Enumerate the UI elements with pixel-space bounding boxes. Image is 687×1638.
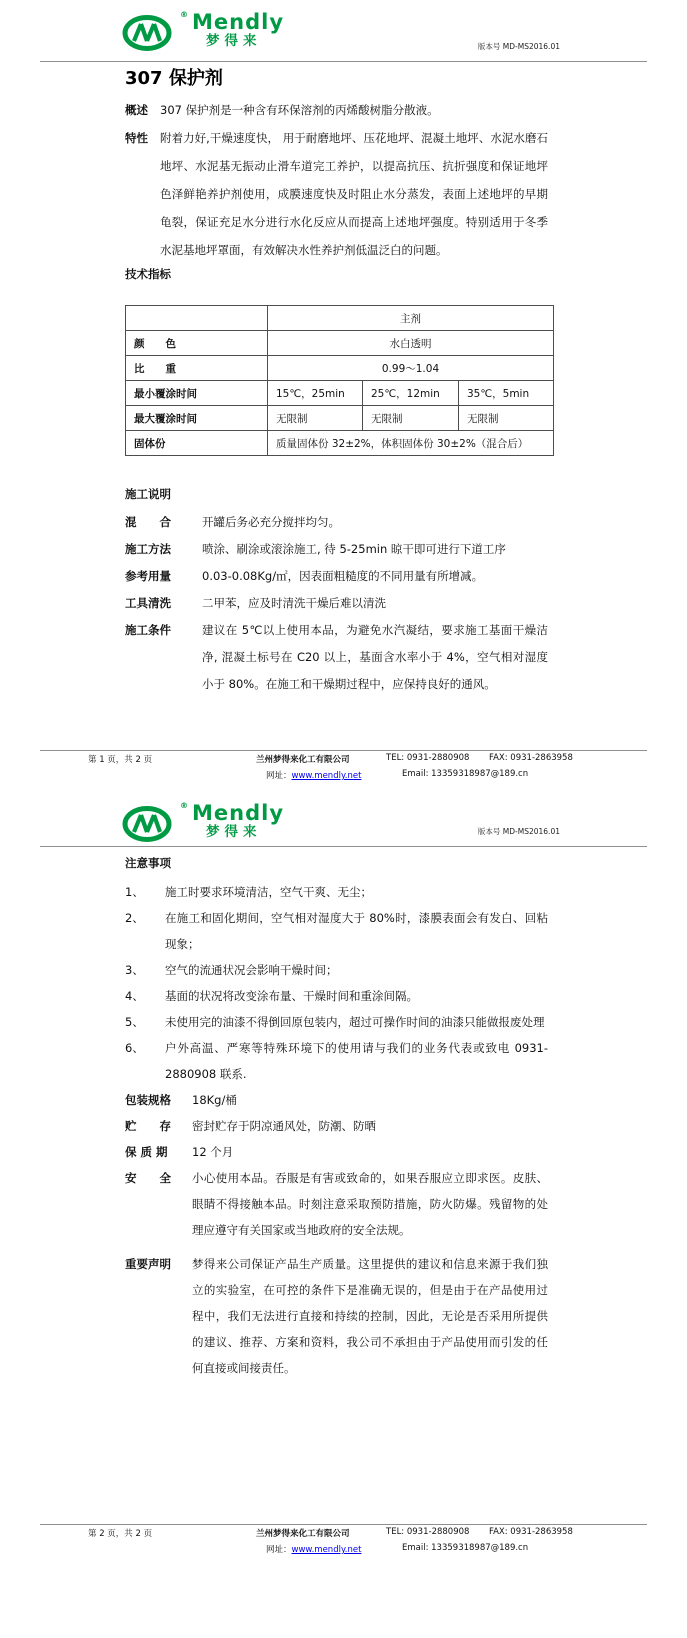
max-recoat-25c: 无限制 xyxy=(363,406,459,431)
max-recoat-15c: 无限制 xyxy=(268,406,363,431)
safety-text: 小心使用本品。吞服是有害或致命的，如果吞服应立即求医。皮肤、眼睛不得接触本品。时刻注意采取预防措施，防火防爆。残留物的处理应遵守有关国家或当地政府的安全法规。 xyxy=(192,1171,548,1237)
note-num-3: 3、 xyxy=(125,963,144,977)
note-item-1 xyxy=(125,879,548,905)
max-recoat-35c: 无限制 xyxy=(459,406,554,431)
spec-empty-cell xyxy=(126,306,268,331)
website-link-p2[interactable]: www.mendly.net xyxy=(291,1545,362,1555)
header-rule-p2 xyxy=(40,846,647,847)
safety-row xyxy=(125,1165,548,1243)
features-text: 附着力好,干燥速度快， 用于耐磨地坪、压花地坪、混凝土地坪、水泥水磨石地坪、水泥基无振动止滑车道完工养护，以提高抗压、抗折强度和保证地坪色泽鲜艳养护剂使用，成膜速度快及时阻止水分蒸发，表面上述地坪的早期龟裂，保证充足水分进行水化反应从而提高上述地坪强度。特别适用于冬季水泥基地坪罩面，有效解决水性养护剂低温泛白的问题。 xyxy=(160,131,548,257)
conditions-label: 施工条件 xyxy=(125,623,171,637)
company-name-text-p2: 兰州梦得来化工有限公司 xyxy=(256,1529,350,1539)
tel-p1: TEL: 0931-2880908 xyxy=(386,753,470,763)
cleaning-text: 二甲苯，应及时清洗干燥后难以清洗 xyxy=(202,596,386,610)
note-text-6: 户外高温、严寒等特殊环境下的使用请与我们的业务代表或致电 0931-2880908 联系. xyxy=(165,1041,548,1081)
note-num-2: 2、 xyxy=(125,911,144,925)
dosage-text: 0.03-0.08Kg/㎡，因表面粗糙度的不同用量有所增减。 xyxy=(202,569,484,583)
disclaimer-row xyxy=(125,1251,548,1381)
company-name-p2 xyxy=(256,1527,350,1539)
page-title: 307 保护剂 xyxy=(125,68,223,89)
spec-header-main: 主剂 xyxy=(268,306,554,331)
note-num-1: 1、 xyxy=(125,885,144,899)
table-row-solids xyxy=(126,431,554,456)
mendly-logo-icon-p2 xyxy=(122,803,176,847)
storage-row xyxy=(125,1113,548,1139)
features-label: 特性 xyxy=(125,131,148,145)
min-recoat-25c: 25℃，12min xyxy=(363,381,459,406)
overview-label: 概述 xyxy=(125,103,148,117)
website-label-p1: 网址： xyxy=(266,771,292,781)
header-rule-p1 xyxy=(40,61,647,62)
storage-text: 密封贮存于阴凉通风处，防潮、防晒 xyxy=(192,1119,376,1133)
brand-logo xyxy=(122,12,284,56)
fax-p1: FAX: 0931-2863958 xyxy=(489,753,573,763)
company-name-p1 xyxy=(256,753,350,765)
min-recoat-label: 最小覆涂时间 xyxy=(126,381,268,406)
storage-label: 贮 存 xyxy=(125,1119,171,1133)
notes-heading: 注意事项 xyxy=(125,856,171,870)
brand-logo-p2 xyxy=(122,803,284,847)
email-p1: Email: 13359318987@189.cn xyxy=(402,769,529,779)
solids-value: 质量固体份 32±2%，体积固体份 30±2%（混合后） xyxy=(268,431,554,456)
dosage-row xyxy=(125,563,548,590)
mixing-row xyxy=(125,509,548,536)
note-num-5: 5、 xyxy=(125,1015,144,1029)
mixing-label: 混 合 xyxy=(125,515,171,529)
features-row xyxy=(125,124,548,264)
note-item-4 xyxy=(125,983,548,1009)
table-row-color xyxy=(126,331,554,356)
email-p2: Email: 13359318987@189.cn xyxy=(402,1543,529,1553)
cleaning-row xyxy=(125,590,548,617)
method-text: 喷涂、刷涂或滚涂施工, 待 5-25min 晾干即可进行下道工序 xyxy=(202,542,506,556)
gravity-label: 比 重 xyxy=(126,356,268,381)
footer-rule-p1 xyxy=(40,750,647,751)
conditions-row xyxy=(125,617,548,698)
color-label: 颜 色 xyxy=(126,331,268,356)
shelf-life-text: 12 个月 xyxy=(192,1145,234,1159)
table-row-max-recoat xyxy=(126,406,554,431)
packaging-label: 包装规格 xyxy=(125,1093,171,1107)
brand-name-en: Mendly xyxy=(192,10,285,34)
disclaimer-label: 重要声明 xyxy=(125,1257,171,1271)
note-num-6: 6、 xyxy=(125,1041,144,1055)
method-label: 施工方法 xyxy=(125,542,171,556)
notes-list xyxy=(125,879,548,1381)
page-number-p1: 第 1 页，共 2 页 xyxy=(88,755,153,765)
website-label-p2: 网址： xyxy=(266,1545,292,1555)
min-recoat-15c: 15℃，25min xyxy=(268,381,363,406)
packaging-row xyxy=(125,1087,548,1113)
note-item-6 xyxy=(125,1035,548,1087)
mixing-text: 开罐后务必充分搅拌均匀。 xyxy=(202,515,340,529)
website-row-p1 xyxy=(266,769,361,781)
note-text-2: 在施工和固化期间，空气相对湿度大于 80%时，漆膜表面会有发白、回粘现象； xyxy=(165,911,548,951)
note-item-2 xyxy=(125,905,548,957)
registered-mark: ® xyxy=(180,10,188,19)
table-row-min-recoat xyxy=(126,381,554,406)
gravity-value: 0.99～1.04 xyxy=(268,356,554,381)
fax-p2: FAX: 0931-2863958 xyxy=(489,1527,573,1537)
table-row-gravity xyxy=(126,356,554,381)
brand-name-zh-p2: 梦得来 xyxy=(206,824,262,840)
min-recoat-35c: 35℃，5min xyxy=(459,381,554,406)
dosage-label: 参考用量 xyxy=(125,569,171,583)
website-row-p2 xyxy=(266,1543,361,1555)
page-number-p2: 第 2 页，共 2 页 xyxy=(88,1529,153,1539)
disclaimer-text: 梦得来公司保证产品生产质量。这里提供的建议和信息来源于我们独立的实验室，在可控的条件下是准确无误的，但是由于在产品使用过程中，我们无法进行直接和持续的控制，因此，无论是否采用所提供的建议、推荐、方案和资料，我公司不承担由于产品使用而引发的任何直接或间接责任。 xyxy=(192,1257,548,1375)
solids-label: 固体份 xyxy=(126,431,268,456)
packaging-text: 18Kg/桶 xyxy=(192,1093,237,1107)
method-row xyxy=(125,536,548,563)
mendly-logo-icon xyxy=(122,12,176,56)
application-heading: 施工说明 xyxy=(125,487,171,501)
footer-rule-p2 xyxy=(40,1524,647,1525)
tel-p2: TEL: 0931-2880908 xyxy=(386,1527,470,1537)
safety-label: 安 全 xyxy=(125,1171,171,1185)
note-item-3 xyxy=(125,957,548,983)
website-link-p1[interactable]: www.mendly.net xyxy=(291,771,362,781)
overview-row xyxy=(125,96,548,124)
table-row-header xyxy=(126,306,554,331)
version-label-p2: 版本号 MD-MS2016.01 xyxy=(477,827,560,836)
shelf-life-row xyxy=(125,1139,548,1165)
overview-text: 307 保护剂是一种含有环保溶剂的丙烯酸树脂分散液。 xyxy=(160,103,439,117)
color-value: 水白透明 xyxy=(268,331,554,356)
brand-name-zh: 梦得来 xyxy=(206,33,262,49)
note-text-5: 未使用完的油漆不得倒回原包装内，超过可操作时间的油漆只能做报废处理 xyxy=(165,1015,545,1029)
note-item-5 xyxy=(125,1009,548,1035)
application-list xyxy=(125,509,548,698)
note-text-1: 施工时要求环境清洁，空气干爽、无尘； xyxy=(165,885,372,899)
shelf-life-label: 保 质 期 xyxy=(125,1145,168,1159)
spec-table xyxy=(125,305,554,456)
note-text-3: 空气的流通状况会影响干燥时间； xyxy=(165,963,338,977)
max-recoat-label: 最大覆涂时间 xyxy=(126,406,268,431)
note-num-4: 4、 xyxy=(125,989,144,1003)
cleaning-label: 工具清洗 xyxy=(125,596,171,610)
brand-name-en-p2: Mendly xyxy=(192,801,285,825)
version-label-p1: 版本号 MD-MS2016.01 xyxy=(477,42,560,51)
note-text-4: 基面的状况将改变涂布量、干燥时间和重涂间隔。 xyxy=(165,989,418,1003)
specs-heading: 技术指标 xyxy=(125,267,171,281)
registered-mark-p2: ® xyxy=(180,801,188,810)
company-name-text: 兰州梦得来化工有限公司 xyxy=(256,755,350,765)
conditions-text: 建议在 5℃以上使用本品，为避免水汽凝结，要求施工基面干燥洁净, 混凝土标号在 C20 以上，基面含水率小于 4%，空气相对湿度小于 80%。在施工和干燥期过程中，应保持良好的通风。 xyxy=(202,623,548,691)
